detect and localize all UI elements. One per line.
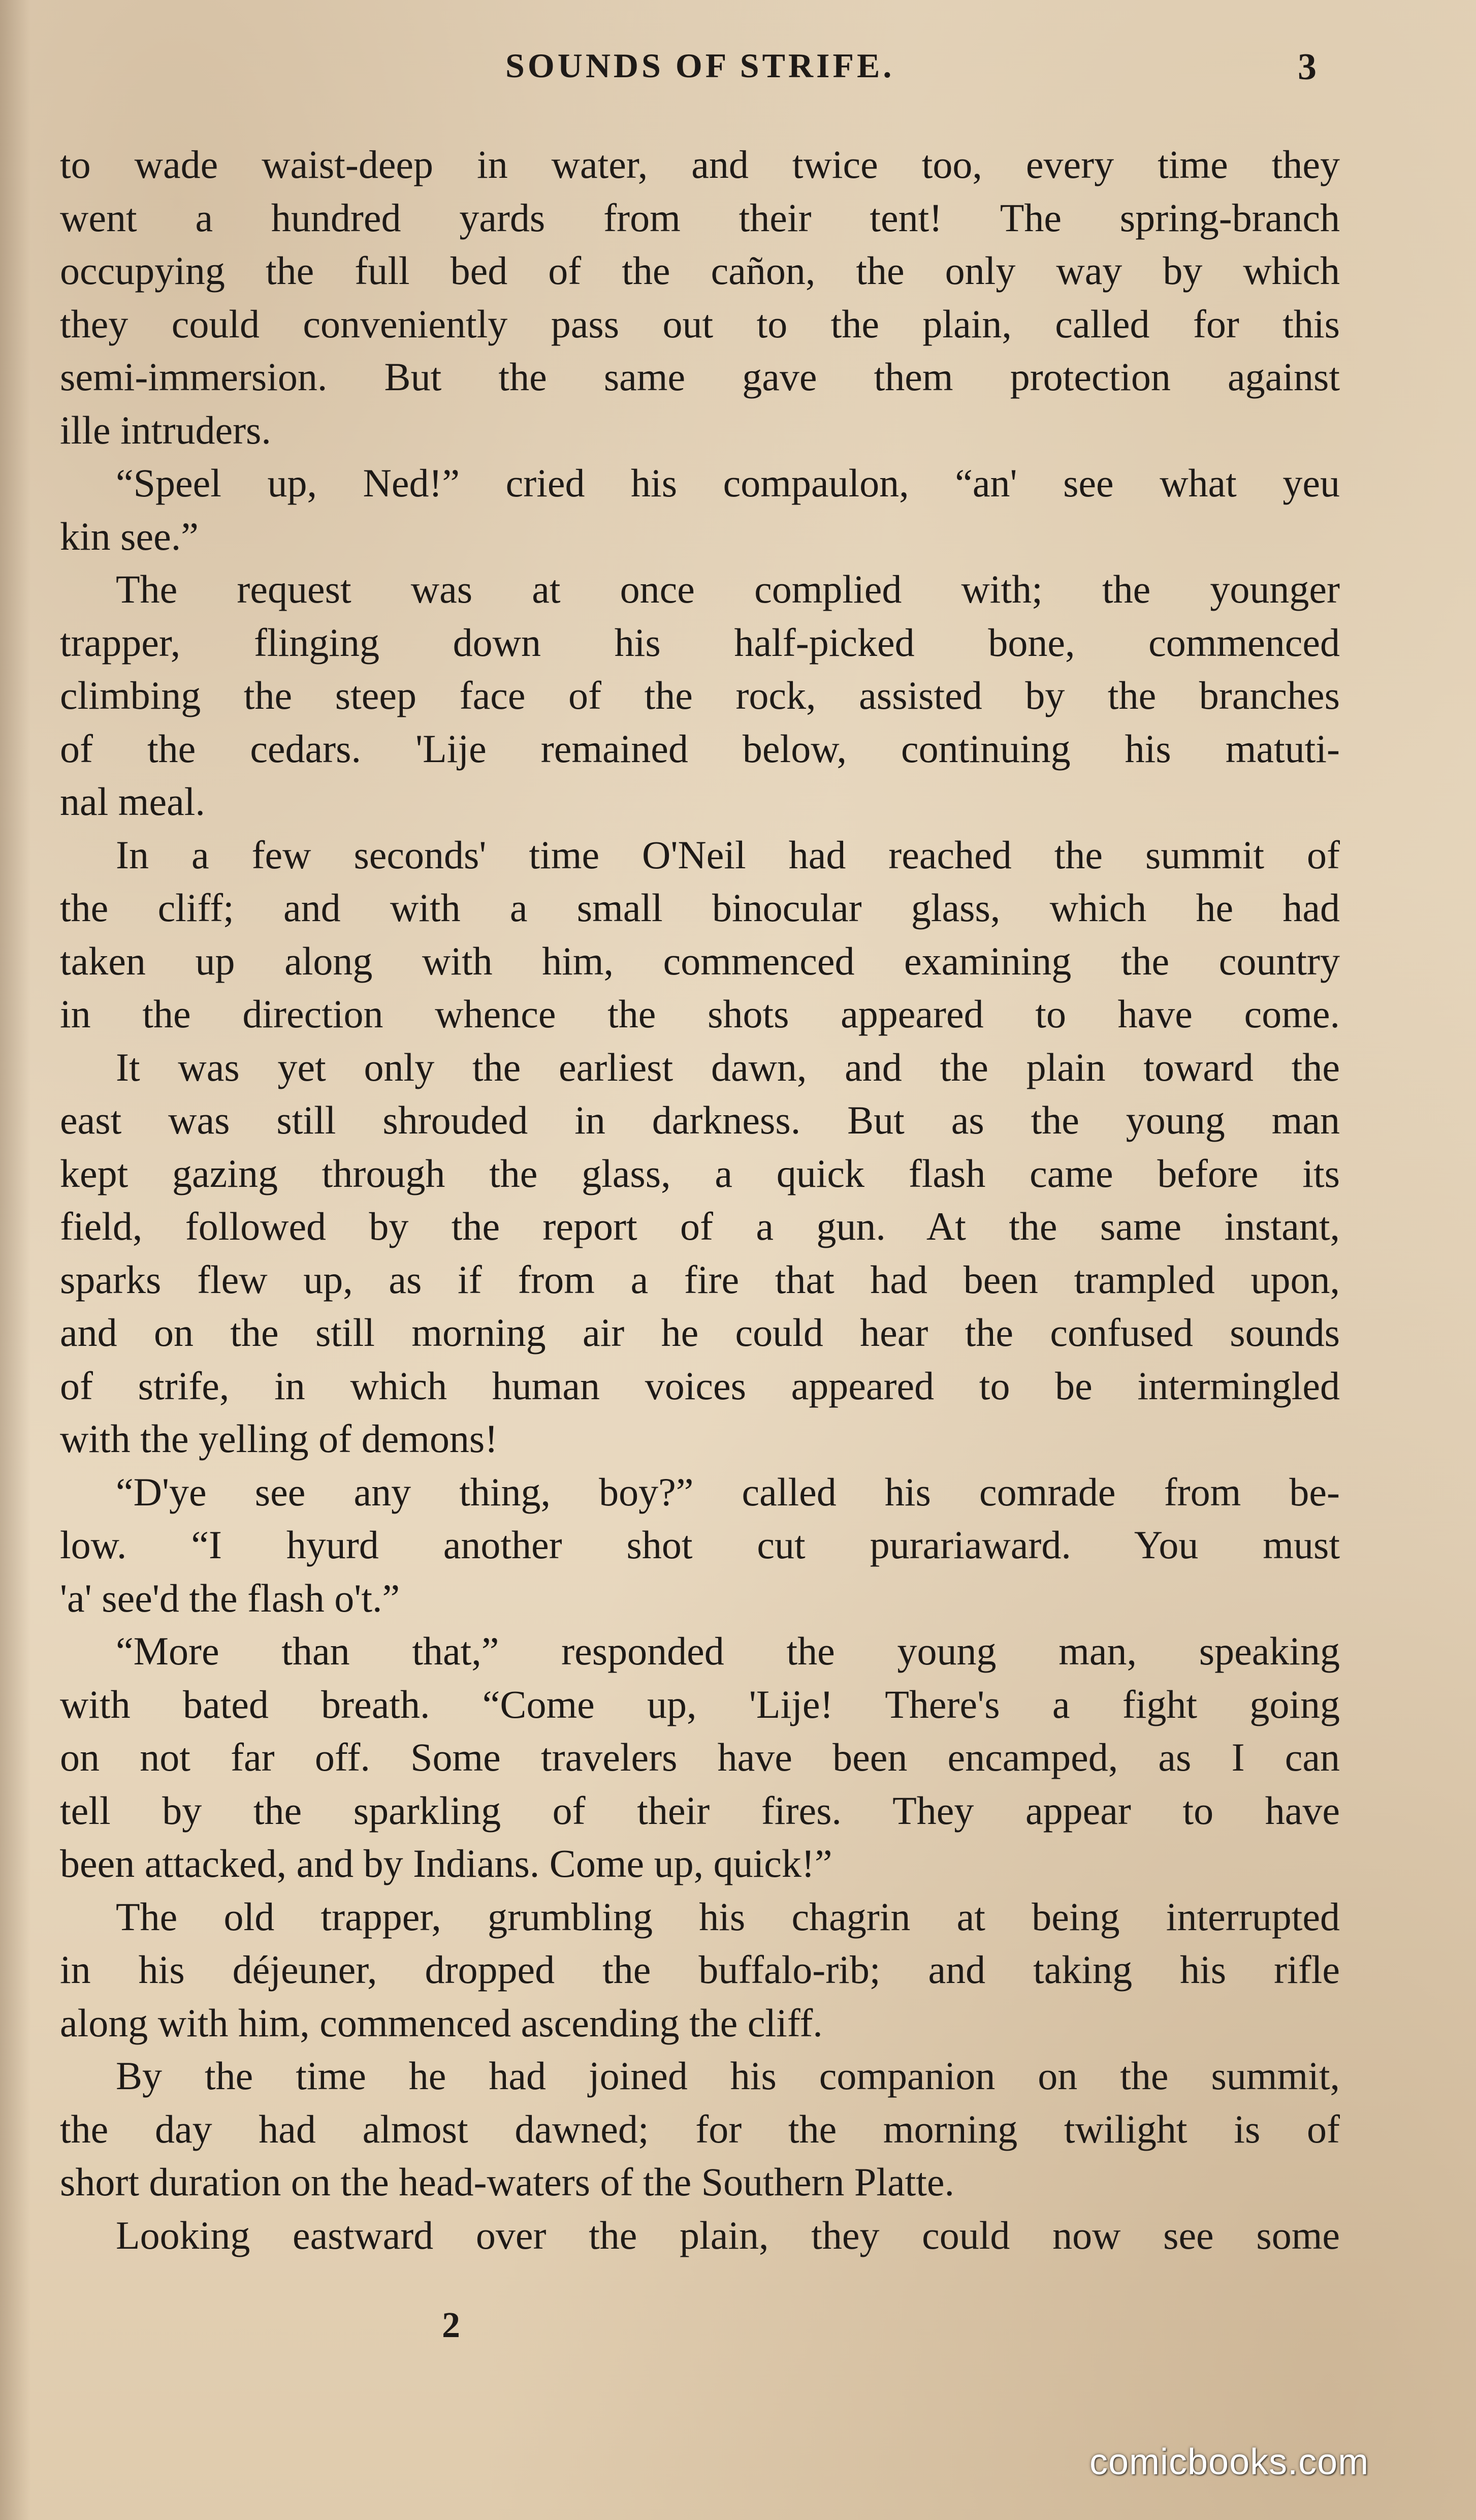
- page-number: 3: [1298, 46, 1317, 88]
- text-line: short duration on the head-waters of the Southern Platte.: [60, 2160, 955, 2204]
- text-line: taken up along with him, commenced examining the country: [60, 938, 1340, 983]
- running-title: SOUNDS OF STRIFE.: [505, 46, 895, 85]
- text-line: along with him, commenced ascending the cliff.: [60, 2000, 823, 2045]
- text-line: the cliff; and with a small binocular glass, which he had: [60, 886, 1340, 930]
- text-line: on not far off. Some travelers have been encamped, as I can: [60, 1735, 1340, 1779]
- text-line: of the cedars. 'Lije remained below, continuing his matuti-: [60, 726, 1340, 771]
- text-line: ille intruders.: [60, 407, 271, 452]
- text-line: tell by the sparkling of their fires. They appear to have: [60, 1788, 1340, 1833]
- text-line: 'a' see'd the flash o't.”: [60, 1576, 400, 1620]
- text-line: east was still shrouded in darkness. But as the young man: [60, 1098, 1340, 1142]
- signature-mark: 2: [442, 2305, 460, 2345]
- text-line: to wade waist-deep in water, and twice too, every time they: [60, 142, 1340, 186]
- text-line: in his déjeuner, dropped the buffalo-rib; and taking his rifle: [60, 1947, 1340, 1992]
- text-line: Looking eastward over the plain, they could now see some: [116, 2213, 1340, 2257]
- page-gutter-shadow: [0, 0, 30, 2520]
- text-line: kept gazing through the glass, a quick flash came before its: [60, 1151, 1340, 1195]
- text-line: field, followed by the report of a gun. At the same instant,: [60, 1204, 1340, 1248]
- text-line: The request was at once complied with; the younger: [116, 567, 1340, 611]
- text-line: in the direction whence the shots appeared to have come.: [60, 992, 1340, 1036]
- text-line: In a few seconds' time O'Neil had reached the summit of: [116, 832, 1340, 877]
- text-line: occupying the full bed of the cañon, the only way by which: [60, 248, 1340, 293]
- text-line: with bated breath. “Come up, 'Lije! There's a fight going: [60, 1682, 1340, 1726]
- text-line: been attacked, and by Indians. Come up, quick!”: [60, 1841, 832, 1885]
- text-line: low. “I hyurd another shot cut purariaward. You must: [60, 1523, 1340, 1567]
- text-line: and on the still morning air he could hear the confused sounds: [60, 1310, 1340, 1354]
- text-line: The old trapper, grumbling his chagrin at being interrupted: [116, 1894, 1340, 1939]
- text-line: “More than that,” responded the young man, speaking: [116, 1629, 1340, 1673]
- text-line: “D'ye see any thing, boy?” called his comrade from be-: [116, 1469, 1340, 1514]
- text-line: semi-immersion. But the same gave them protection against: [60, 355, 1340, 399]
- text-line: with the yelling of demons!: [60, 1416, 498, 1461]
- body-text: [60, 138, 1340, 2262]
- text-line: “Speel up, Ned!” cried his compaulon, “an' see what yeu: [116, 461, 1340, 505]
- text-line: they could conveniently pass out to the plain, called for this: [60, 301, 1340, 346]
- text-line: trapper, flinging down his half-picked bone, commenced: [60, 620, 1340, 665]
- text-line: It was yet only the earliest dawn, and the plain toward the: [116, 1045, 1340, 1089]
- text-line: nal meal.: [60, 779, 205, 824]
- text-line: sparks flew up, as if from a fire that had been trampled upon,: [60, 1257, 1340, 1302]
- text-line: climbing the steep face of the rock, assisted by the branches: [60, 673, 1340, 717]
- site-watermark: comicbooks.com: [1089, 2442, 1369, 2482]
- text-line: the day had almost dawned; for the morning twilight is of: [60, 2106, 1340, 2151]
- text-line: of strife, in which human voices appeared to be intermingled: [60, 1363, 1340, 1408]
- text-line: kin see.”: [60, 514, 199, 558]
- text-line: went a hundred yards from their tent! The spring-branch: [60, 195, 1340, 240]
- text-line: By the time he had joined his companion on the summit,: [116, 2054, 1340, 2098]
- running-head: [0, 46, 1476, 102]
